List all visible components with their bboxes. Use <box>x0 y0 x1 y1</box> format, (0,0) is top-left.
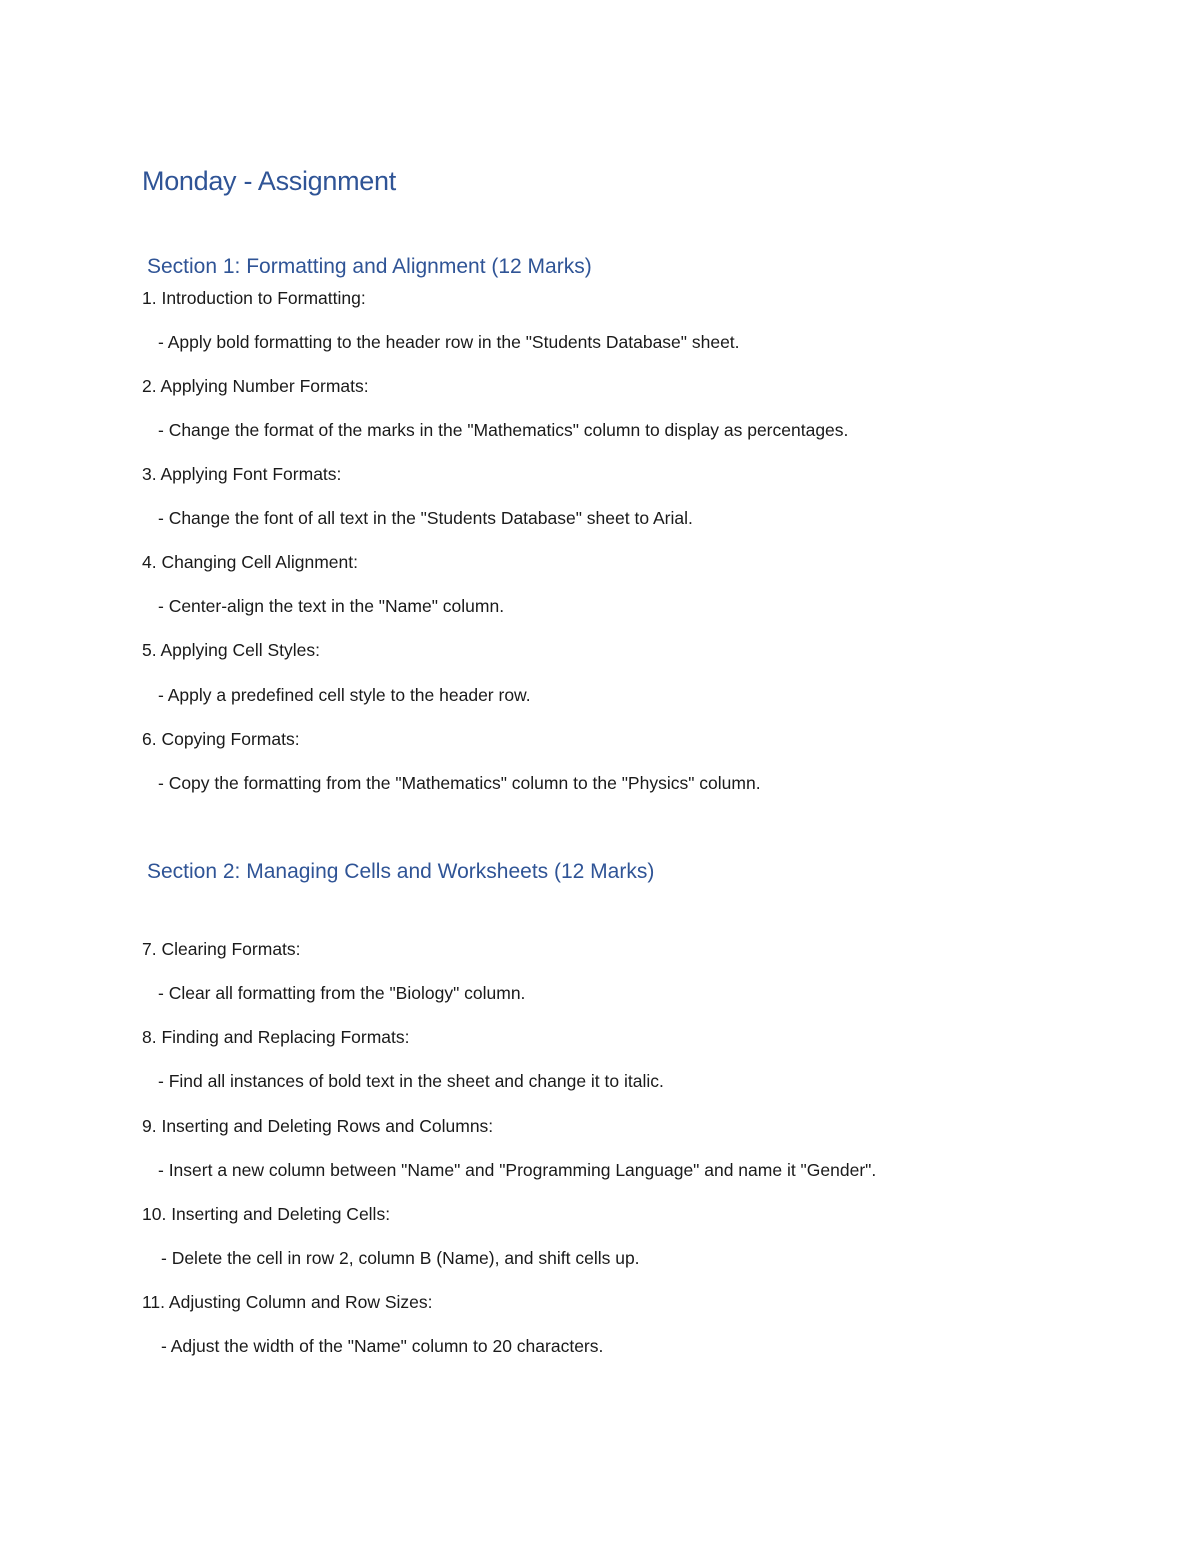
item-11-label: 11. Adjusting Column and Row Sizes: <box>142 1292 433 1312</box>
item-3-detail: - Change the font of all text in the "Students Database" sheet to Arial. <box>158 508 693 528</box>
page-title: Monday - Assignment <box>142 166 396 196</box>
section-2-heading: Section 2: Managing Cells and Worksheets (12 Marks) <box>147 860 655 883</box>
item-4-detail: - Center-align the text in the "Name" column. <box>158 596 505 616</box>
item-9-detail: - Insert a new column between "Name" and "Programming Language" and name it "Gender". <box>158 1160 877 1180</box>
item-1-label: 1. Introduction to Formatting: <box>142 288 366 308</box>
item-7-detail: - Clear all formatting from the "Biology" column. <box>158 983 526 1003</box>
item-8-detail: - Find all instances of bold text in the sheet and change it to italic. <box>158 1071 664 1091</box>
item-2-detail: - Change the format of the marks in the "Mathematics" column to display as percentages. <box>158 420 849 440</box>
item-6-detail: - Copy the formatting from the "Mathematics" column to the "Physics" column. <box>158 773 761 793</box>
item-5-detail: - Apply a predefined cell style to the header row. <box>158 685 531 705</box>
item-10-label: 10. Inserting and Deleting Cells: <box>142 1204 391 1224</box>
item-5-label: 5. Applying Cell Styles: <box>142 640 321 660</box>
item-4-label: 4. Changing Cell Alignment: <box>142 552 358 572</box>
item-8-label: 8. Finding and Replacing Formats: <box>142 1027 410 1047</box>
section-1-heading: Section 1: Formatting and Alignment (12 Marks) <box>147 255 592 278</box>
item-11-detail: - Adjust the width of the "Name" column to 20 characters. <box>161 1336 604 1356</box>
item-2-label: 2. Applying Number Formats: <box>142 376 369 396</box>
item-1-detail: - Apply bold formatting to the header row in the "Students Database" sheet. <box>158 332 740 352</box>
item-3-label: 3. Applying Font Formats: <box>142 464 342 484</box>
item-9-label: 9. Inserting and Deleting Rows and Columns: <box>142 1116 494 1136</box>
item-10-detail: - Delete the cell in row 2, column B (Name), and shift cells up. <box>161 1248 640 1268</box>
item-7-label: 7. Clearing Formats: <box>142 939 301 959</box>
item-6-label: 6. Copying Formats: <box>142 729 300 749</box>
